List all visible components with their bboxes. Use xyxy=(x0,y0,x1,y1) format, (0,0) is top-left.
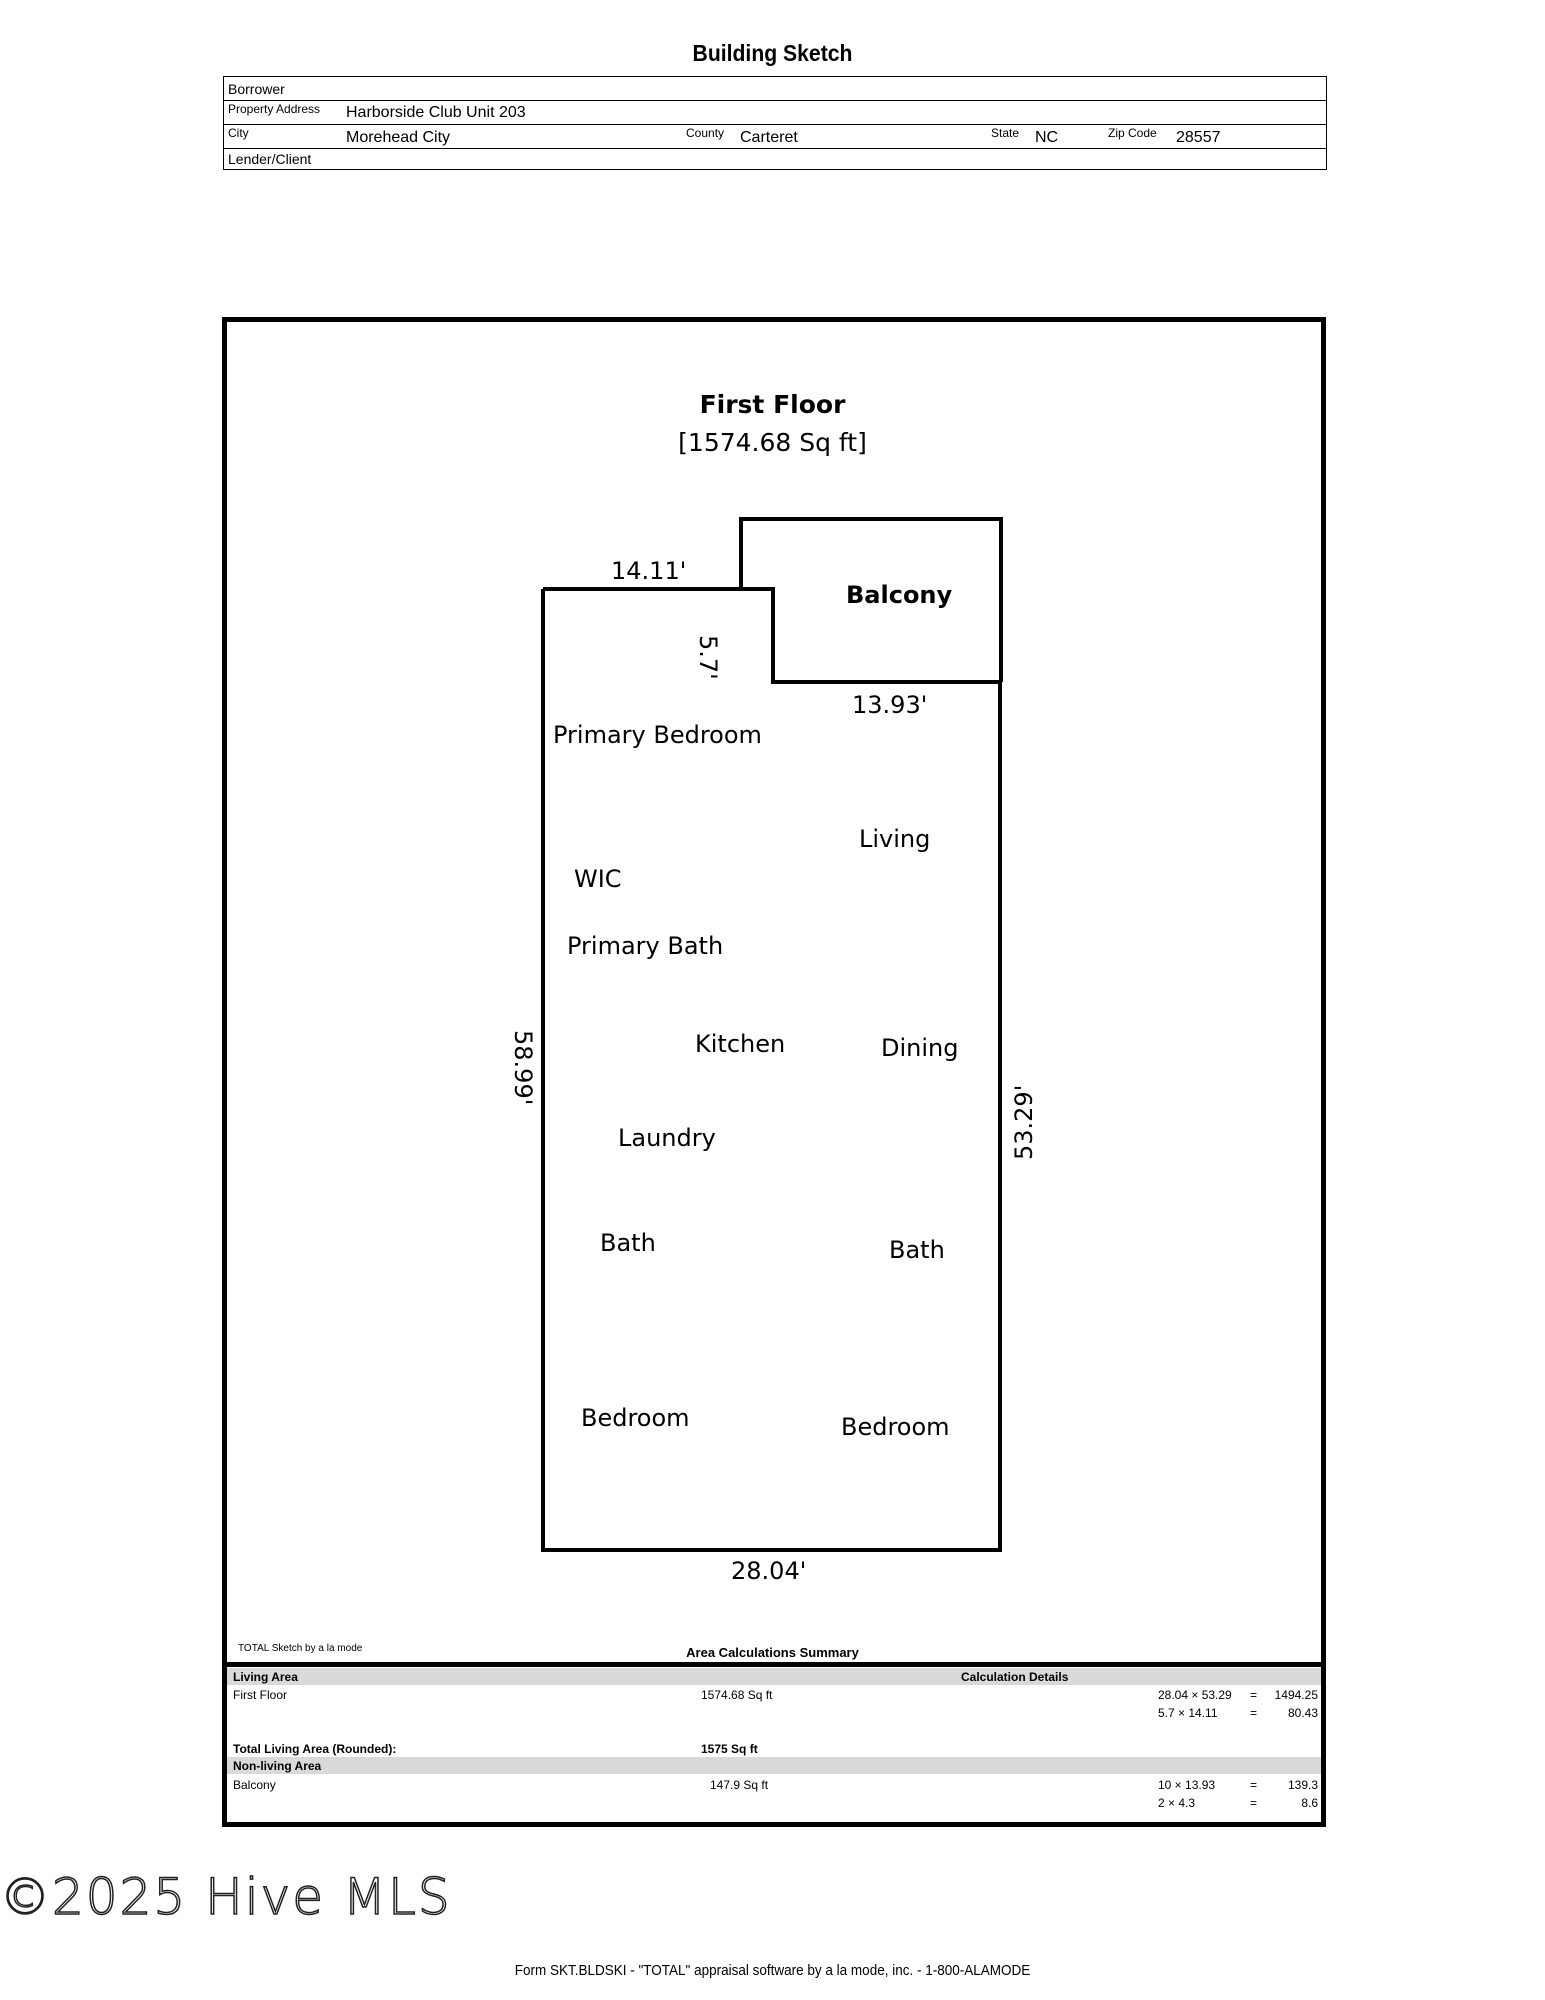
state-value: NC xyxy=(1035,129,1059,146)
calc-expr: 10 × 13.93 xyxy=(1158,1778,1216,1792)
room-bath-left: Bath xyxy=(600,1229,656,1257)
room-wic: WIC xyxy=(574,865,622,893)
dim-bottom: 28.04' xyxy=(731,1557,807,1585)
balcony-label: Balcony xyxy=(846,581,953,609)
living-area-header: Living Area xyxy=(233,1670,298,1684)
calc-result: 1494.25 xyxy=(1274,1688,1318,1702)
total-living-label: Total Living Area (Rounded): xyxy=(233,1742,397,1756)
room-bedroom-left: Bedroom xyxy=(581,1404,690,1432)
watermark: ©2025 Hive MLS xyxy=(0,1868,452,1926)
lender-label: Lender/Client xyxy=(228,151,312,167)
calc-eq: = xyxy=(1250,1778,1258,1792)
county-value: Carteret xyxy=(740,129,798,146)
form-footer: Form SKT.BLDSKI - "TOTAL" appraisal software by a la mode, inc. - 1-800-ALAMODE xyxy=(514,1962,1031,1979)
room-bath-right: Bath xyxy=(889,1236,945,1264)
calc-details-header: Calculation Details xyxy=(961,1670,1069,1684)
calc-eq: = xyxy=(1250,1796,1258,1810)
total-living-value: 1575 Sq ft xyxy=(701,1742,758,1756)
living-row-area: 1574.68 Sq ft xyxy=(701,1688,773,1702)
zip-value: 28557 xyxy=(1176,129,1221,146)
calc-result: 139.3 xyxy=(1287,1778,1318,1792)
non-living-header: Non-living Area xyxy=(233,1759,322,1773)
zip-label: Zip Code xyxy=(1108,126,1157,140)
calc-expr: 5.7 × 14.11 xyxy=(1158,1706,1218,1720)
floor-area: [1574.68 Sq ft] xyxy=(678,428,867,457)
floor-title: First Floor xyxy=(699,390,846,419)
city-value: Morehead City xyxy=(346,129,451,146)
summary-divider xyxy=(222,1662,1326,1667)
sketch-credit: TOTAL Sketch by a la mode xyxy=(238,1643,363,1654)
dim-notch: 5.7' xyxy=(694,635,722,680)
calc-expr: 2 × 4.3 xyxy=(1158,1796,1196,1810)
non-living-row-area: 147.9 Sq ft xyxy=(710,1778,769,1792)
property-address-label: Property Address xyxy=(228,102,321,116)
room-living: Living xyxy=(859,825,931,853)
room-kitchen: Kitchen xyxy=(695,1030,786,1058)
state-label: State xyxy=(991,126,1020,140)
document-title: Building Sketch xyxy=(692,40,853,66)
room-primary-bath: Primary Bath xyxy=(567,932,724,960)
dim-left-side: 58.99' xyxy=(509,1030,537,1106)
non-living-row-name: Balcony xyxy=(233,1778,276,1792)
living-row-name: First Floor xyxy=(233,1688,287,1702)
room-laundry: Laundry xyxy=(618,1124,716,1152)
room-bedroom-right: Bedroom xyxy=(841,1413,950,1441)
room-primary-bedroom: Primary Bedroom xyxy=(553,721,762,749)
calc-result: 80.43 xyxy=(1287,1706,1318,1720)
property-address-value: Harborside Club Unit 203 xyxy=(346,104,526,121)
dim-balcony-bottom: 13.93' xyxy=(852,691,928,719)
borrower-label: Borrower xyxy=(228,81,285,97)
calc-eq: = xyxy=(1250,1706,1258,1720)
calc-expr: 28.04 × 53.29 xyxy=(1158,1688,1232,1702)
county-label: County xyxy=(686,126,725,140)
summary-title: Area Calculations Summary xyxy=(686,1645,859,1660)
living-area-header-band xyxy=(227,1668,1321,1685)
dim-top-left: 14.11' xyxy=(611,557,687,585)
city-label: City xyxy=(228,126,249,140)
non-living-header-band xyxy=(227,1757,1321,1774)
room-dining: Dining xyxy=(881,1034,959,1062)
calc-eq: = xyxy=(1250,1688,1258,1702)
dim-right-side: 53.29' xyxy=(1010,1084,1038,1160)
calc-result: 8.6 xyxy=(1301,1796,1318,1810)
